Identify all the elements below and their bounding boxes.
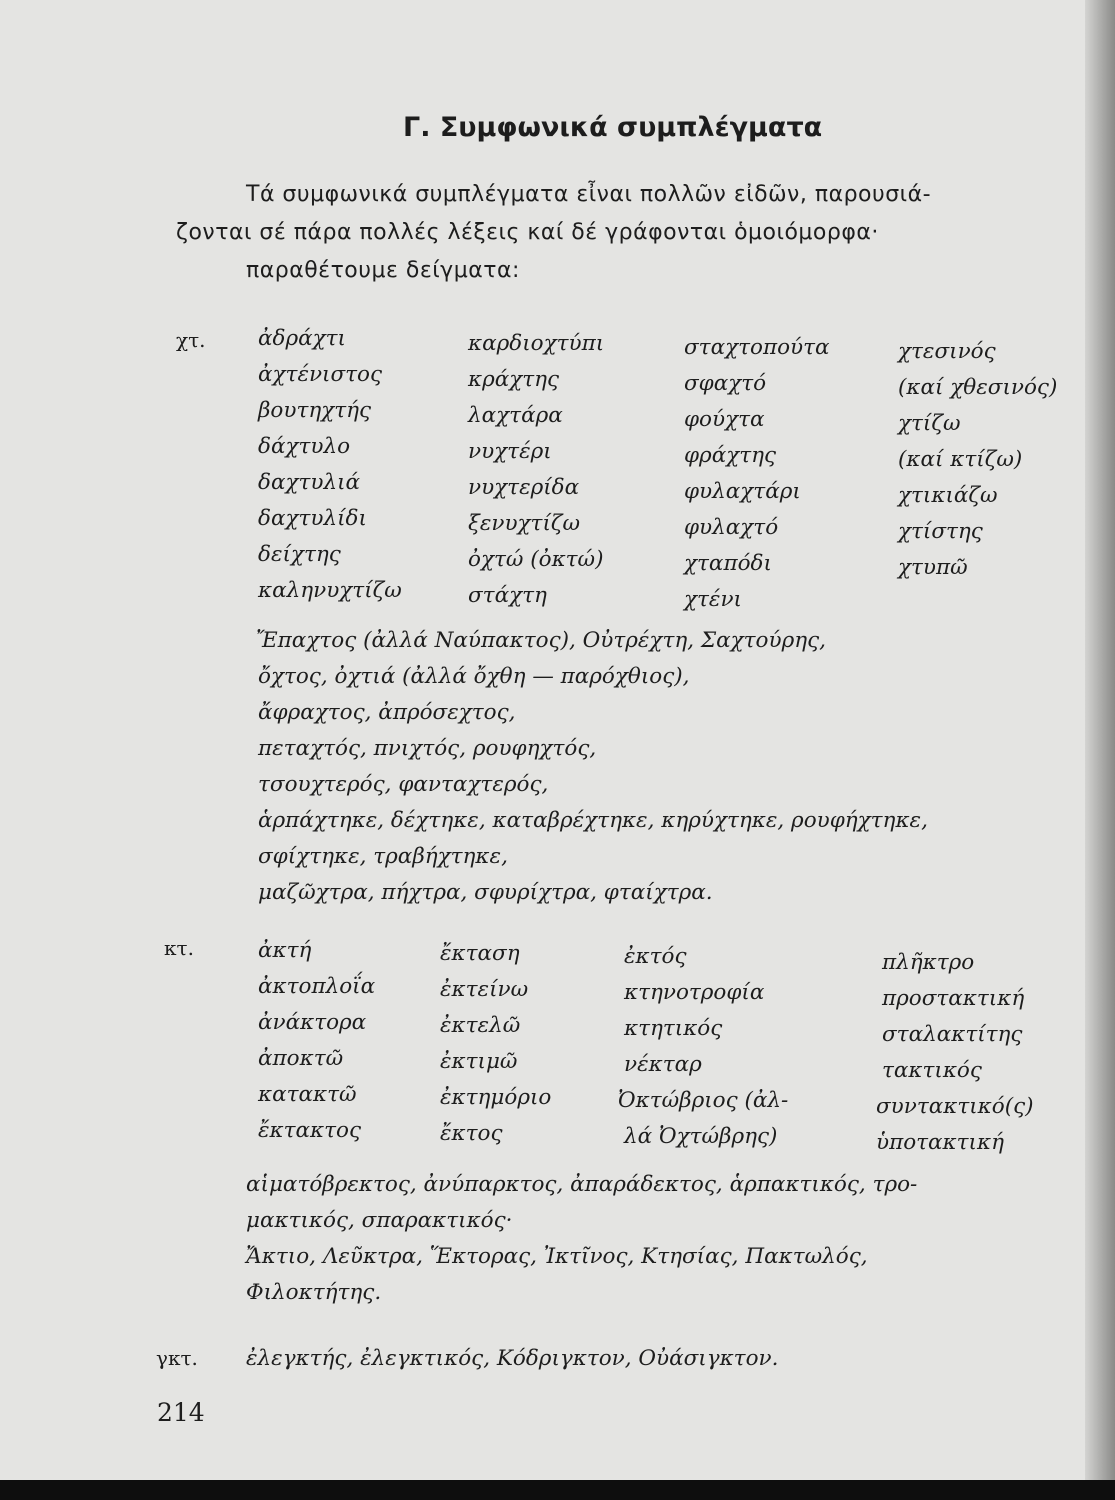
- cluster-label-gkt: γκτ.: [156, 1346, 198, 1370]
- word: χτεσινός: [898, 339, 996, 364]
- cluster-label-xt: χτ.: [176, 328, 206, 352]
- word: κτητικός: [624, 1016, 723, 1041]
- word: ἐκτιμῶ: [440, 1049, 518, 1074]
- page-number: 214: [157, 1398, 205, 1427]
- word: ἀδράχτι: [258, 326, 346, 351]
- example-line: ἐλεγκτής, ἐλεγκτικός, Κόδριγκτον, Οὐάσιγκτον.: [246, 1346, 779, 1371]
- word: λαχτάρα: [468, 403, 563, 428]
- word: ἀποκτῶ: [258, 1046, 344, 1071]
- example-line: Ἔπαχτος (ἀλλά Ναύπακτος), Οὐτρέχτη, Σαχτούρης,: [256, 628, 826, 653]
- word: πλῆκτρο: [882, 950, 975, 975]
- word: Ὀκτώβριος (ἀλ-: [618, 1088, 789, 1113]
- word: νυχτερίδα: [468, 475, 580, 500]
- word: λά Ὀχτώβρης): [624, 1124, 778, 1149]
- word: (καί κτίζω): [898, 447, 1023, 472]
- example-line: μακτικός, σπαρακτικός·: [246, 1208, 513, 1233]
- example-line: ἄφραχτος, ἀπρόσεχτος,: [258, 700, 516, 725]
- word: τακτικός: [882, 1058, 982, 1083]
- word: φυλαχτό: [684, 515, 779, 540]
- word: κατακτῶ: [258, 1082, 357, 1107]
- word: κτηνοτροφία: [624, 980, 765, 1005]
- example-line: ὄχτος, ὀχτιά (ἀλλά ὄχθη — παρόχθιος),: [258, 664, 690, 689]
- word: σφαχτό: [684, 371, 767, 396]
- word: δείχτης: [258, 542, 341, 567]
- word: ὑποτακτική: [876, 1130, 1004, 1155]
- word: χτυπῶ: [898, 555, 968, 580]
- word: σταχτοπούτα: [684, 335, 830, 360]
- word: χταπόδι: [684, 551, 772, 576]
- cluster-label-kt: κτ.: [164, 936, 194, 960]
- word: φράχτης: [684, 443, 777, 468]
- example-line: σφίχτηκε, τραβήχτηκε,: [258, 844, 508, 869]
- example-line: αἱματόβρεκτος, ἀνύπαρκτος, ἀπαράδεκτος, ἁρπακτικός, τρο-: [246, 1172, 918, 1197]
- word: προστακτική: [882, 986, 1025, 1011]
- word: φυλαχτάρι: [684, 479, 801, 504]
- word: χτίζω: [898, 411, 961, 436]
- word: νυχτέρι: [468, 439, 552, 464]
- word: ξενυχτίζω: [468, 511, 581, 536]
- page-binding-shadow: [1085, 0, 1115, 1500]
- word: ἀκτοπλοΐα: [258, 974, 376, 999]
- word: βουτηχτής: [258, 398, 372, 423]
- word: καληνυχτίζω: [258, 578, 402, 603]
- word: δαχτυλίδι: [258, 506, 367, 531]
- word: συντακτικό(ς): [876, 1094, 1034, 1119]
- example-line: τσουχτερός, φανταχτερός,: [258, 772, 549, 797]
- word: χτίστης: [898, 519, 983, 544]
- scan-bottom-edge: [0, 1480, 1115, 1500]
- intro-line-3: παραθέτουμε δείγματα:: [246, 258, 520, 283]
- word: ἔκταση: [440, 941, 520, 966]
- word: καρδιοχτύπι: [468, 331, 605, 356]
- word: σταλακτίτης: [882, 1022, 1023, 1047]
- word: δάχτυλο: [258, 434, 351, 459]
- section-heading: Γ. Συμφωνικά συμπλέγματα: [403, 112, 823, 143]
- word: κράχτης: [468, 367, 560, 392]
- word: ἔκτακτος: [258, 1118, 362, 1143]
- word: στάχτη: [468, 583, 547, 608]
- word: ὀχτώ (ὀκτώ): [468, 547, 604, 572]
- word: ἐκτείνω: [440, 977, 529, 1002]
- word: χτικιάζω: [898, 483, 998, 508]
- example-line: μαζῶχτρα, πήχτρα, σφυρίχτρα, φταίχτρα.: [258, 880, 713, 905]
- intro-line-1: Τά συμφωνικά συμπλέγματα εἶναι πολλῶν εἰδῶν, παρουσιά-: [246, 182, 932, 207]
- word: ἐκτελῶ: [440, 1013, 521, 1038]
- word: (καί χθεσινός): [898, 375, 1058, 400]
- example-line: ἁρπάχτηκε, δέχτηκε, καταβρέχτηκε, κηρύχτηκε, ρουφήχτηκε,: [258, 808, 928, 833]
- word: ἀκτή: [258, 938, 312, 963]
- word: φούχτα: [684, 407, 765, 432]
- word: ἐκτός: [624, 944, 687, 969]
- intro-line-2: ζονται σέ πάρα πολλές λέξεις καί δέ γράφονται ὁμοιόμορφα·: [176, 220, 879, 245]
- example-line: Ἄκτιο, Λεῦκτρα, Ἕκτορας, Ἰκτῖνος, Κτησίας, Πακτωλός,: [246, 1244, 868, 1269]
- example-line: πεταχτός, πνιχτός, ρουφηχτός,: [258, 736, 597, 761]
- word: ἔκτος: [440, 1121, 503, 1146]
- word: ἐκτημόριο: [440, 1085, 552, 1110]
- word: χτένι: [684, 587, 742, 612]
- word: νέκταρ: [624, 1052, 702, 1077]
- word: ἀνάκτορα: [258, 1010, 367, 1035]
- word: ἀχτένιστος: [258, 362, 383, 387]
- word: δαχτυλιά: [258, 470, 361, 495]
- example-line: Φιλοκτήτης.: [246, 1280, 382, 1305]
